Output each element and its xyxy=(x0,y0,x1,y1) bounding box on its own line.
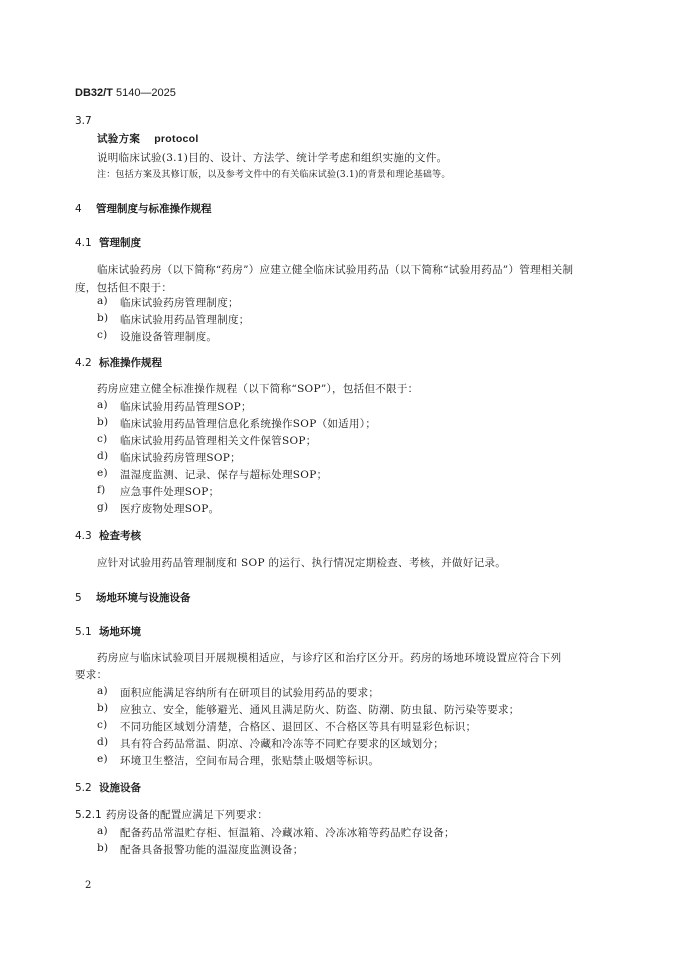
list-text: 应急事件处理SOP； xyxy=(120,486,220,498)
subclause-text: 药房设备的配置应满足下列要求： xyxy=(106,809,268,821)
list-text: 温湿度监测、记录、保存与超标处理SOP； xyxy=(120,469,328,481)
list-marker: e) xyxy=(97,753,108,765)
section-title: 检查考核 xyxy=(99,530,141,542)
section-title: 设施设备 xyxy=(99,782,141,794)
list-marker: b) xyxy=(97,416,109,428)
code-year: 5140—2025 xyxy=(112,87,176,99)
list-text: 临床试验药房管理制度； xyxy=(120,297,239,309)
section-number: 5.2 xyxy=(75,782,92,794)
term-title-zh: 试验方案 xyxy=(97,133,141,145)
section-4-1-heading xyxy=(75,235,141,250)
list-marker: e) xyxy=(97,467,108,479)
list-text: 面积应能满足容纳所有在研项目的试验用药品的要求； xyxy=(120,687,380,699)
term-definition: 说明临床试验(3.1)目的、设计、方法学、统计学考虑和组织实施的文件。 xyxy=(97,152,448,164)
section-number: 5.1 xyxy=(75,626,92,638)
list-text: 配备具备报警功能的温湿度监测设备； xyxy=(120,844,304,856)
list-marker: f) xyxy=(97,484,106,496)
list-marker: a) xyxy=(97,295,108,307)
list-marker: b) xyxy=(97,312,109,324)
section-5-1-heading xyxy=(75,624,141,639)
section-number: 4.1 xyxy=(75,237,92,249)
list-text: 临床试验药房管理SOP； xyxy=(120,452,241,464)
list-text: 应独立、安全，能够避光、通风且满足防火、防盗、防潮、防虫鼠、防污染等要求； xyxy=(120,704,520,716)
list-text: 配备药品常温贮存柜、恒温箱、冷藏冰箱、冷冻冰箱等药品贮存设备； xyxy=(120,827,455,839)
section-number: 4.2 xyxy=(75,357,92,369)
list-marker: d) xyxy=(97,450,109,462)
subclause-5-2-1 xyxy=(75,807,268,822)
paragraph-line: 应针对试验用药品管理制度和 SOP 的运行、执行情况定期检查、考核，并做好记录。 xyxy=(97,557,507,569)
list-text: 医疗废物处理SOP。 xyxy=(120,503,220,515)
code-prefix: DB xyxy=(75,87,91,99)
term-note: 注：包括方案及其修订版，以及参考文件中的有关临床试验(3.1)的背景和理论基础等。 xyxy=(97,170,451,180)
page-number: 2 xyxy=(85,880,92,891)
paragraph-line: 药房应与临床试验项目开展规模相适应，与诊疗区和治疗区分开。药房的场地环境设置应符合下列 xyxy=(97,652,562,664)
term-title-en: protocol xyxy=(154,133,199,145)
subclause-number: 5.2.1 xyxy=(75,809,102,821)
paragraph-line: 临床试验药房（以下简称“药房”）应建立健全临床试验用药品（以下简称“试验用药品”）管理相关制 xyxy=(97,264,574,276)
paragraph-line: 药房应建立健全标准操作规程（以下简称“SOP”），包括但不限于： xyxy=(97,383,419,395)
list-marker: a) xyxy=(97,399,108,411)
list-marker: a) xyxy=(97,685,108,697)
list-marker: c) xyxy=(97,719,108,731)
list-marker: c) xyxy=(97,433,108,445)
section-5-heading xyxy=(75,590,191,605)
paragraph-line: 度，包括但不限于： xyxy=(75,282,173,294)
section-title: 场地环境 xyxy=(99,626,141,638)
section-title: 场地环境与设施设备 xyxy=(96,592,191,604)
section-number: 4 xyxy=(75,203,82,215)
list-text: 设施设备管理制度。 xyxy=(120,331,218,343)
section-title: 标准操作规程 xyxy=(99,357,162,369)
list-text: 临床试验用药品管理制度； xyxy=(120,314,250,326)
section-number: 4.3 xyxy=(75,530,92,542)
list-text: 临床试验用药品管理SOP； xyxy=(120,401,252,413)
list-marker: b) xyxy=(97,842,109,854)
section-number: 5 xyxy=(75,592,82,604)
document-code xyxy=(75,87,176,99)
list-text: 具有符合药品常温、阴凉、冷藏和冷冻等不同贮存要求的区域划分； xyxy=(120,738,444,750)
list-marker: a) xyxy=(97,825,108,837)
section-title: 管理制度 xyxy=(99,237,141,249)
paragraph-line: 要求： xyxy=(75,669,108,681)
section-title: 管理制度与标准操作规程 xyxy=(96,203,212,215)
term-number: 3.7 xyxy=(75,115,92,127)
section-4-heading xyxy=(75,201,212,216)
list-text: 不同功能区域划分清楚，合格区、退回区、不合格区等具有明显彩色标识； xyxy=(120,721,477,733)
section-4-2-heading xyxy=(75,355,162,370)
list-marker: b) xyxy=(97,702,109,714)
list-marker: c) xyxy=(97,329,108,341)
section-4-3-heading xyxy=(75,528,141,543)
list-text: 临床试验用药品管理信息化系统操作SOP（如适用）； xyxy=(120,418,377,430)
list-text: 环境卫生整洁，空间布局合理，张贴禁止吸烟等标识。 xyxy=(120,755,380,767)
list-text: 临床试验用药品管理相关文件保管SOP； xyxy=(120,435,317,447)
list-marker: g) xyxy=(97,501,109,513)
code-standard: 32/T xyxy=(90,87,113,99)
section-5-2-heading xyxy=(75,780,141,795)
list-marker: d) xyxy=(97,736,109,748)
term-title xyxy=(97,131,199,146)
